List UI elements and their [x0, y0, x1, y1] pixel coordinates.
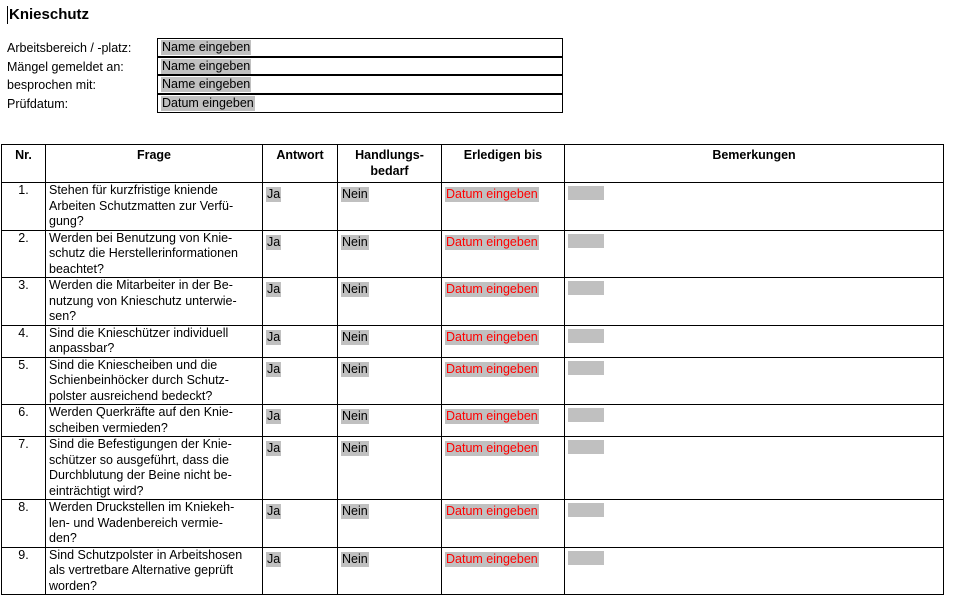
question-cell: [46, 325, 263, 357]
erledigen-cell: [442, 325, 565, 357]
handlungsbedarf-cell: [338, 437, 442, 500]
pruefdatum-value[interactable]: Datum eingeben: [162, 96, 254, 110]
question-line: Sind Schutzpolster in Arbeitshosen: [49, 547, 243, 562]
table-row: [2, 278, 944, 326]
table-row: [2, 325, 944, 357]
question-line: Durchblutung der Beine nicht be-: [49, 468, 232, 482]
bemerkungen-field[interactable]: [568, 361, 604, 375]
question-line: worden?: [49, 578, 97, 593]
bemerkungen-cell: [565, 547, 944, 595]
bemerkungen-cell: [565, 183, 944, 231]
answer-cell: [263, 278, 338, 326]
erledigen-date-field[interactable]: Datum eingeben: [446, 409, 538, 423]
question-line: anpassbar?: [49, 341, 115, 355]
row-number: 9.: [2, 547, 46, 595]
question-line: den?: [49, 531, 77, 545]
erledigen-cell: [442, 183, 565, 231]
answer-ja-field[interactable]: Ja: [267, 441, 281, 455]
table-row: [2, 547, 944, 595]
table-row: [2, 183, 944, 231]
arbeitsbereich-value[interactable]: Name eingeben: [162, 40, 251, 54]
question-line: einträchtigt wird?: [49, 483, 144, 498]
table-row: [2, 437, 944, 500]
bemerkungen-field[interactable]: [568, 503, 604, 517]
answer-ja-field[interactable]: Ja: [267, 329, 281, 344]
answer-ja-field[interactable]: Ja: [267, 234, 281, 249]
handlungsbedarf-nein-field[interactable]: Nein: [342, 234, 368, 249]
row-number: 7.: [2, 437, 46, 500]
erledigen-cell: [442, 547, 565, 595]
question-line: Werden Druckstellen im Kniekeh-: [49, 500, 235, 514]
answer-cell: [263, 405, 338, 437]
question-line: sen?: [49, 309, 77, 323]
erledigen-date-field[interactable]: Datum eingeben: [446, 329, 538, 344]
question-line: schützer so ausgeführt, dass die: [49, 452, 229, 467]
handlungsbedarf-cell: [338, 357, 442, 405]
question-cell: [46, 278, 263, 326]
row-number: 1.: [2, 183, 46, 231]
erledigen-date-field[interactable]: Datum eingeben: [446, 551, 538, 566]
answer-cell: [263, 325, 338, 357]
bemerkungen-field[interactable]: [568, 551, 604, 565]
erledigen-date-field[interactable]: Datum eingeben: [446, 234, 538, 249]
erledigen-date-field[interactable]: Datum eingeben: [446, 361, 538, 376]
answer-ja-field[interactable]: Ja: [267, 361, 281, 376]
answer-ja-field[interactable]: Ja: [267, 282, 281, 296]
handlungsbedarf-nein-field[interactable]: Nein: [342, 551, 368, 566]
row-number: 8.: [2, 500, 46, 548]
bemerkungen-field[interactable]: [568, 408, 604, 422]
question-line: beachtet?: [49, 261, 104, 276]
handlungsbedarf-nein-field[interactable]: Nein: [342, 441, 368, 455]
question-cell: [46, 547, 263, 595]
bemerkungen-cell: [565, 437, 944, 500]
erledigen-date-field[interactable]: Datum eingeben: [446, 187, 538, 201]
row-number: 4.: [2, 325, 46, 357]
header-erledigen-bis: Erledigen bis: [442, 145, 565, 183]
question-cell: [46, 183, 263, 231]
header-handlungsbedarf-line-1: Handlungs-: [355, 148, 424, 162]
bemerkungen-field[interactable]: [568, 329, 604, 343]
header-nr: Nr.: [2, 145, 46, 183]
question-line: Sind die Knieschützer individuell: [49, 325, 229, 340]
bemerkungen-field[interactable]: [568, 234, 604, 248]
question-line: Werden die Mitarbeiter in der Be-: [49, 278, 233, 292]
handlungsbedarf-cell: [338, 405, 442, 437]
handlungsbedarf-nein-field[interactable]: Nein: [342, 329, 368, 344]
header-antwort: Antwort: [263, 145, 338, 183]
bemerkungen-cell: [565, 357, 944, 405]
answer-cell: [263, 437, 338, 500]
handlungsbedarf-nein-field[interactable]: Nein: [342, 361, 368, 376]
question-line: Werden Querkräfte auf den Knie-: [49, 405, 233, 419]
bemerkungen-cell: [565, 405, 944, 437]
answer-ja-field[interactable]: Ja: [267, 187, 281, 201]
handlungsbedarf-nein-field[interactable]: Nein: [342, 504, 368, 518]
handlungsbedarf-cell: [338, 547, 442, 595]
bemerkungen-field[interactable]: [568, 440, 604, 454]
question-line: polster ausreichend bedeckt?: [49, 388, 213, 403]
bemerkungen-field[interactable]: [568, 281, 604, 295]
answer-cell: [263, 357, 338, 405]
erledigen-cell: [442, 500, 565, 548]
handlungsbedarf-cell: [338, 325, 442, 357]
bemerkungen-cell: [565, 500, 944, 548]
handlungsbedarf-cell: [338, 278, 442, 326]
question-line: Schienbeinhöcker durch Schutz-: [49, 373, 229, 387]
table-row: [2, 500, 944, 548]
question-cell: [46, 405, 263, 437]
row-number: 3.: [2, 278, 46, 326]
handlungsbedarf-nein-field[interactable]: Nein: [342, 187, 368, 201]
question-cell: [46, 357, 263, 405]
erledigen-cell: [442, 230, 565, 278]
meta-label-maengel: Mängel gemeldet an:: [7, 60, 124, 74]
question-line: nutzung von Knieschutz unterwie-: [49, 293, 237, 308]
page-title: Knieschutz: [9, 6, 90, 23]
answer-cell: [263, 500, 338, 548]
table-row: [2, 405, 944, 437]
besprochen-field[interactable]: [157, 75, 563, 94]
handlungsbedarf-nein-field[interactable]: Nein: [342, 409, 368, 423]
checklist-table: [1, 144, 944, 595]
question-cell: [46, 230, 263, 278]
question-line: scheiben vermieden?: [49, 420, 168, 435]
question-line: Stehen für kurzfristige kniende: [49, 183, 218, 197]
answer-cell: [263, 230, 338, 278]
maengel-field[interactable]: [157, 57, 563, 75]
erledigen-cell: [442, 405, 565, 437]
erledigen-cell: [442, 357, 565, 405]
maengel-value[interactable]: Name eingeben: [162, 59, 251, 73]
answer-cell: [263, 547, 338, 595]
answer-ja-field[interactable]: Ja: [267, 504, 281, 518]
handlungsbedarf-cell: [338, 230, 442, 278]
meta-label-arbeitsbereich: Arbeitsbereich / -platz:: [7, 41, 132, 55]
erledigen-cell: [442, 437, 565, 500]
header-bemerkungen: Bemerkungen: [565, 145, 944, 183]
question-line: schutz die Herstellerinformationen: [49, 246, 238, 260]
row-number: 6.: [2, 405, 46, 437]
table-header-row: [2, 145, 944, 183]
handlungsbedarf-nein-field[interactable]: Nein: [342, 282, 368, 296]
erledigen-cell: [442, 278, 565, 326]
question-line: als vertretbare Alternative geprüft: [49, 563, 234, 577]
table-row: [2, 230, 944, 278]
erledigen-date-field[interactable]: Datum eingeben: [446, 282, 538, 296]
question-line: gung?: [49, 214, 84, 228]
besprochen-value[interactable]: Name eingeben: [162, 77, 251, 91]
row-number: 2.: [2, 230, 46, 278]
question-line: len- und Wadenbereich vermie-: [49, 515, 223, 530]
meta-label-besprochen: besprochen mit:: [7, 78, 96, 92]
erledigen-date-field[interactable]: Datum eingeben: [446, 441, 538, 455]
arbeitsbereich-field[interactable]: [157, 38, 563, 57]
bemerkungen-cell: [565, 230, 944, 278]
erledigen-date-field[interactable]: Datum eingeben: [446, 504, 538, 518]
header-handlungsbedarf-line-2: bedarf: [370, 163, 409, 178]
question-cell: [46, 437, 263, 500]
header-handlungsbedarf: [338, 145, 442, 183]
row-number: 5.: [2, 357, 46, 405]
handlungsbedarf-cell: [338, 500, 442, 548]
answer-ja-field[interactable]: Ja: [267, 551, 281, 566]
bemerkungen-cell: [565, 278, 944, 326]
table-row: [2, 357, 944, 405]
answer-ja-field[interactable]: Ja: [267, 409, 281, 423]
question-line: Werden bei Benutzung von Knie-: [49, 230, 233, 245]
header-frage: Frage: [46, 145, 263, 183]
question-line: Sind die Befestigungen der Knie-: [49, 437, 232, 451]
bemerkungen-field[interactable]: [568, 186, 604, 200]
answer-cell: [263, 183, 338, 231]
question-line: Arbeiten Schutzmatten zur Verfü-: [49, 198, 234, 213]
bemerkungen-cell: [565, 325, 944, 357]
handlungsbedarf-cell: [338, 183, 442, 231]
question-line: Sind die Kniescheiben und die: [49, 357, 218, 372]
question-cell: [46, 500, 263, 548]
pruefdatum-field[interactable]: [157, 94, 563, 113]
meta-label-pruefdatum: Prüfdatum:: [7, 97, 69, 111]
